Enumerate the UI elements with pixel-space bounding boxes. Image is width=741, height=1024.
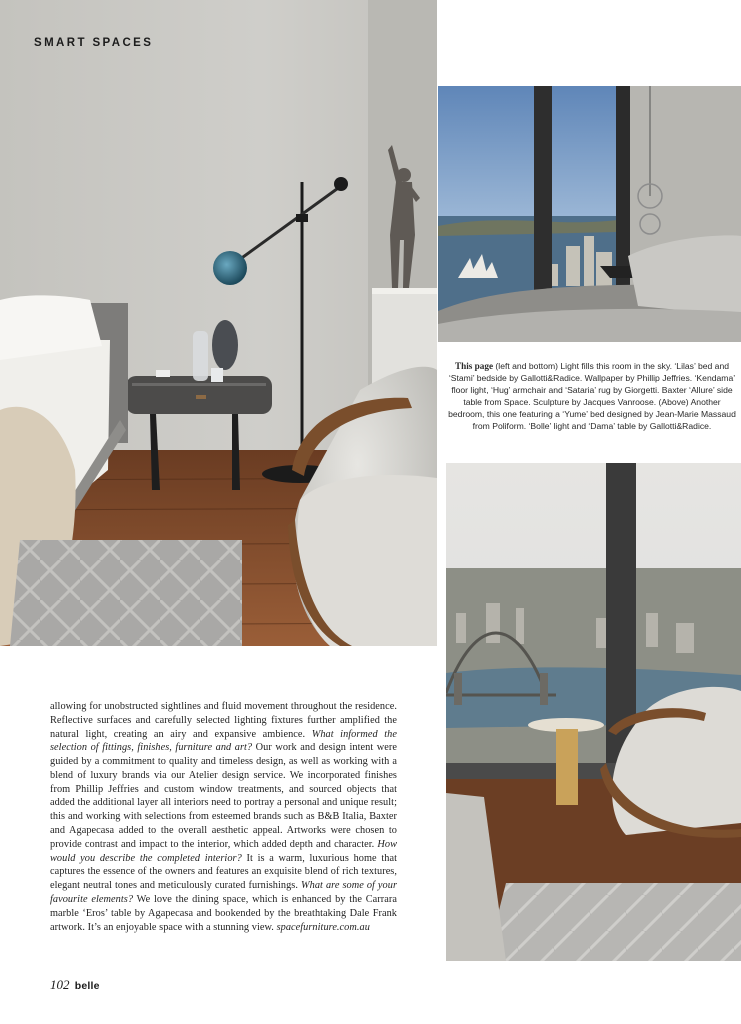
question-completed-interior: How would you describe the completed interior? [50, 838, 397, 864]
website-url[interactable]: spacefurniture.com.au [276, 921, 370, 933]
caption-lead-paren: (left and bottom) [495, 361, 558, 371]
caption-text-2: Another bedroom, this one featuring a ‘Yume’ bed designed by Jean-Marie Massaud from Poliform. ‘Bolle’ light and ‘Dama’ table by Gallotti&Radice. [448, 397, 736, 432]
caption-above-paren: (Above) [658, 397, 689, 408]
question-fittings: What informed the selection of fittings, finishes, furniture and art? [50, 728, 398, 754]
question-favourite-elements: What are some of your favourite elements? [50, 880, 398, 905]
answer-fittings: Our work and design intent were guided by a commitment to quality and timeless design, as well as working with a blend of luxury brands via our Atelier design service. We incorporated finishes from Phillip Jeffries and custom window treatments, and sourced objects that added the additional layer all interiors need to portray a personal and unique result; this and working with selections from esteemed brands such as B&B Italia, Baxter and Agapecasa added to the overall aesthetic appeal. Artworks were chosen to provide contrast and impact to the interior, which added depth and character. [50, 742, 397, 850]
body-paragraph-1: allowing for unobstructed sightlines and fluid movement throughout the residence. Reflective surfaces and carefully selected lighting fixtures further amplified the natural light, creating an airy and expansive ambience. [50, 701, 397, 740]
caption-lead: This page [454, 361, 494, 371]
bridge-pylon [454, 673, 462, 705]
bridge-pylon-right [540, 673, 548, 705]
page-folio [50, 977, 100, 993]
bottom-armchair-photo [446, 463, 741, 961]
bottom-armchair-illustration [446, 463, 741, 961]
window-mullion [534, 86, 552, 316]
article-body [50, 700, 397, 934]
main-bedroom-photo [0, 0, 437, 646]
rug [486, 883, 741, 961]
rug [10, 540, 242, 646]
page-number: 102 [50, 977, 70, 992]
plinth-top [372, 288, 437, 294]
photo-caption [446, 360, 738, 433]
main-bedroom-illustration [0, 0, 437, 646]
magazine-brand: belle [74, 980, 100, 992]
top-bedroom-photo [438, 86, 741, 342]
answer-favourite-elements: We love the dining space, which is enhanced by the Carrara marble ‘Eros’ table by Agapecasa and bookended by the breathtaking Dale Frank artwork. It’s an enjoyable space with a stunning view. [50, 893, 397, 933]
top-bedroom-illustration [438, 86, 741, 342]
section-label: SMART SPACES [34, 37, 154, 49]
caption-text-1: Light fills this room in the sky. ‘Lilas’ bed and ‘Stami’ bedside by Gallotti&Radice. Wallpaper by Phillip Jeffries. ‘Kendama’ floor light, ‘Hug’ armchair and ‘Sataria’ rug by Giorgetti. Baxter ‘Allure’ side table from Space. Sculpture by Jacques Vanroose. [448, 361, 736, 408]
answer-completed-interior: It is a warm, luxurious home that captures the essence of the owners and features an exquisite blend of rich textures, elegant neutral tones and meticulously curated furnishings. [50, 852, 397, 892]
